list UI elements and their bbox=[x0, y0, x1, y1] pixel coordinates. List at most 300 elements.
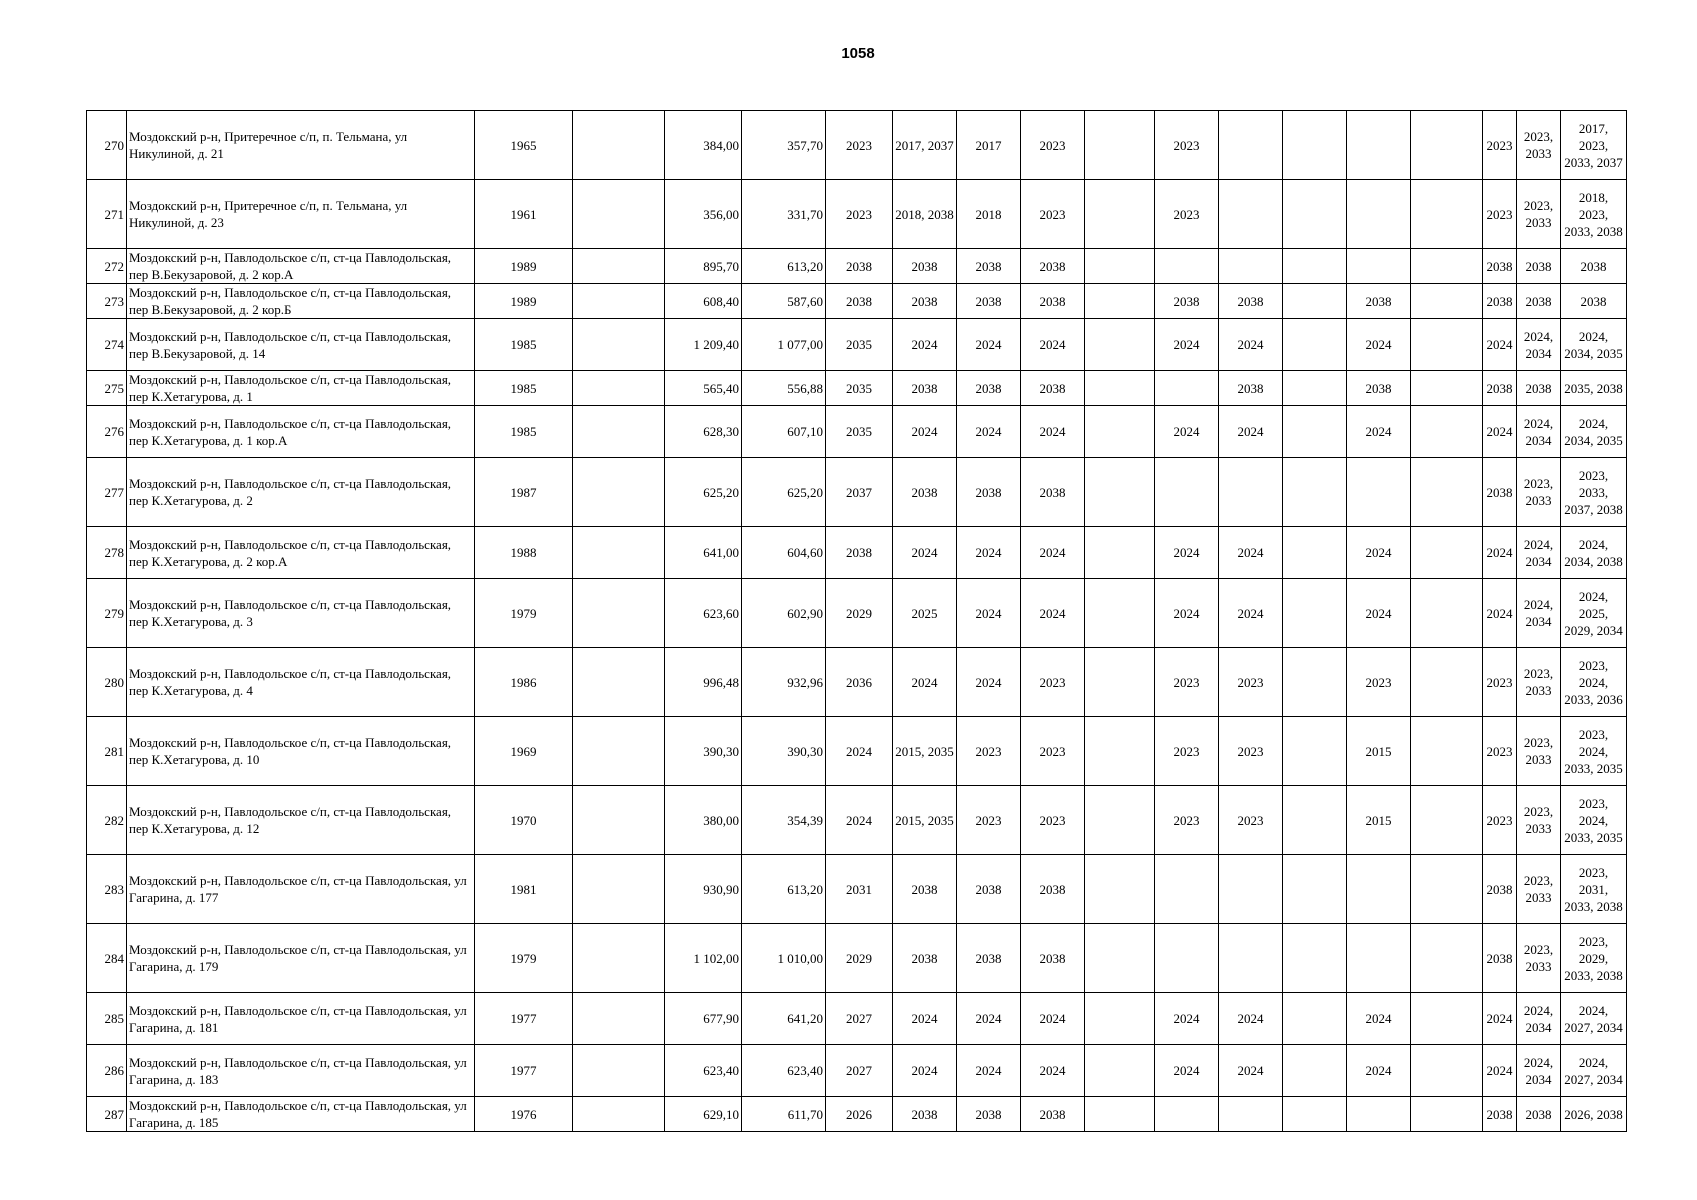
address-cell: Моздокский р-н, Павлодольское с/п, ст-ца Павлодольская, пер К.Хетагурова, д. 1 bbox=[127, 371, 475, 406]
empty-cell bbox=[573, 458, 665, 527]
table-row bbox=[87, 111, 1627, 180]
year-cell: 2025 bbox=[893, 579, 957, 648]
year-cell: 2038 bbox=[1021, 1097, 1085, 1132]
row-number: 286 bbox=[87, 1045, 127, 1097]
year-cell bbox=[1085, 579, 1155, 648]
year-cell: 2029 bbox=[826, 579, 893, 648]
empty-cell bbox=[573, 371, 665, 406]
year-cell: 2027 bbox=[826, 993, 893, 1045]
year-cell: 2038 bbox=[957, 1097, 1021, 1132]
empty-cell bbox=[573, 579, 665, 648]
year-cell: 2017, 2023, 2033, 2037 bbox=[1561, 111, 1627, 180]
year-cell: 2038 bbox=[957, 458, 1021, 527]
year-cell bbox=[1085, 993, 1155, 1045]
year-cell bbox=[1411, 717, 1483, 786]
year-cell bbox=[1411, 1097, 1483, 1132]
address-cell: Моздокский р-н, Павлодольское с/п, ст-ца Павлодольская, ул Гагарина, д. 185 bbox=[127, 1097, 475, 1132]
living-area-cell: 604,60 bbox=[742, 527, 826, 579]
year-cell: 2029 bbox=[826, 924, 893, 993]
address-cell: Моздокский р-н, Павлодольское с/п, ст-ца Павлодольская, пер К.Хетагурова, д. 2 bbox=[127, 458, 475, 527]
year-cell: 2038 bbox=[1347, 371, 1411, 406]
year-cell: 2024 bbox=[1483, 579, 1517, 648]
living-area-cell: 607,10 bbox=[742, 406, 826, 458]
year-cell bbox=[1347, 180, 1411, 249]
year-cell: 2024 bbox=[1021, 993, 1085, 1045]
table-row bbox=[87, 319, 1627, 371]
year-built-cell: 1977 bbox=[475, 993, 573, 1045]
year-cell: 2038 bbox=[1021, 249, 1085, 284]
year-cell: 2024 bbox=[893, 993, 957, 1045]
year-cell: 2035 bbox=[826, 371, 893, 406]
year-cell: 2038 bbox=[893, 855, 957, 924]
year-cell: 2038 bbox=[1483, 924, 1517, 993]
year-cell bbox=[1155, 458, 1219, 527]
year-built-cell: 1970 bbox=[475, 786, 573, 855]
row-number: 277 bbox=[87, 458, 127, 527]
year-cell: 2023 bbox=[1219, 786, 1283, 855]
year-cell bbox=[1085, 924, 1155, 993]
year-cell: 2023, 2033, 2037, 2038 bbox=[1561, 458, 1627, 527]
year-cell bbox=[1411, 993, 1483, 1045]
year-cell: 2023 bbox=[1483, 786, 1517, 855]
year-cell: 2015 bbox=[1347, 786, 1411, 855]
year-cell: 2023 bbox=[1483, 180, 1517, 249]
table-row bbox=[87, 993, 1627, 1045]
year-cell: 2024 bbox=[1155, 1045, 1219, 1097]
year-cell: 2035, 2038 bbox=[1561, 371, 1627, 406]
year-cell: 2038 bbox=[893, 284, 957, 319]
year-cell: 2024 bbox=[893, 1045, 957, 1097]
year-cell: 2038 bbox=[1021, 371, 1085, 406]
year-cell: 2024 bbox=[826, 786, 893, 855]
year-cell bbox=[1283, 648, 1347, 717]
year-cell: 2038 bbox=[1483, 1097, 1517, 1132]
year-cell bbox=[1411, 786, 1483, 855]
year-cell: 2024, 2034 bbox=[1517, 406, 1561, 458]
living-area-cell: 623,40 bbox=[742, 1045, 826, 1097]
year-cell bbox=[1347, 855, 1411, 924]
year-cell: 2018, 2038 bbox=[893, 180, 957, 249]
total-area-cell: 1 209,40 bbox=[665, 319, 742, 371]
year-cell bbox=[1085, 371, 1155, 406]
year-cell: 2038 bbox=[1021, 458, 1085, 527]
address-cell: Моздокский р-н, Павлодольское с/п, ст-ца Павлодольская, пер В.Бекузаровой, д. 14 bbox=[127, 319, 475, 371]
year-cell bbox=[1085, 1045, 1155, 1097]
year-cell: 2038 bbox=[1021, 284, 1085, 319]
year-cell: 2024 bbox=[1155, 579, 1219, 648]
address-cell: Моздокский р-н, Павлодольское с/п, ст-ца Павлодольская, пер В.Бекузаровой, д. 2 кор.Б bbox=[127, 284, 475, 319]
year-cell: 2023, 2033 bbox=[1517, 786, 1561, 855]
total-area-cell: 930,90 bbox=[665, 855, 742, 924]
year-cell: 2024 bbox=[1021, 1045, 1085, 1097]
year-cell: 2024 bbox=[1219, 527, 1283, 579]
page-number: 1058 bbox=[841, 45, 875, 62]
year-cell: 2038 bbox=[957, 249, 1021, 284]
year-cell: 2038 bbox=[1517, 371, 1561, 406]
year-built-cell: 1985 bbox=[475, 371, 573, 406]
address-cell: Моздокский р-н, Павлодольское с/п, ст-ца Павлодольская, ул Гагарина, д. 177 bbox=[127, 855, 475, 924]
year-cell bbox=[1283, 458, 1347, 527]
year-cell: 2038 bbox=[957, 371, 1021, 406]
year-built-cell: 1985 bbox=[475, 319, 573, 371]
row-number: 272 bbox=[87, 249, 127, 284]
year-cell bbox=[1411, 527, 1483, 579]
total-area-cell: 384,00 bbox=[665, 111, 742, 180]
year-built-cell: 1988 bbox=[475, 527, 573, 579]
year-cell: 2024, 2034 bbox=[1517, 1045, 1561, 1097]
year-cell: 2023, 2024, 2033, 2035 bbox=[1561, 717, 1627, 786]
year-cell bbox=[1085, 717, 1155, 786]
year-cell: 2024 bbox=[1483, 319, 1517, 371]
living-area-cell: 602,90 bbox=[742, 579, 826, 648]
year-built-cell: 1989 bbox=[475, 284, 573, 319]
table-row bbox=[87, 855, 1627, 924]
year-cell: 2035 bbox=[826, 319, 893, 371]
total-area-cell: 390,30 bbox=[665, 717, 742, 786]
table-row bbox=[87, 180, 1627, 249]
empty-cell bbox=[573, 111, 665, 180]
year-cell: 2023 bbox=[1021, 717, 1085, 786]
year-cell: 2024, 2034, 2035 bbox=[1561, 406, 1627, 458]
table-row bbox=[87, 924, 1627, 993]
year-cell: 2023 bbox=[1155, 648, 1219, 717]
living-area-cell: 1 077,00 bbox=[742, 319, 826, 371]
year-cell: 2015, 2035 bbox=[893, 786, 957, 855]
row-number: 270 bbox=[87, 111, 127, 180]
year-cell bbox=[1219, 1097, 1283, 1132]
year-cell: 2023, 2033 bbox=[1517, 458, 1561, 527]
address-cell: Моздокский р-н, Павлодольское с/п, ст-ца Павлодольская, пер К.Хетагурова, д. 12 bbox=[127, 786, 475, 855]
year-cell bbox=[1411, 1045, 1483, 1097]
empty-cell bbox=[573, 648, 665, 717]
table-row bbox=[87, 1097, 1627, 1132]
year-cell bbox=[1155, 249, 1219, 284]
year-cell: 2024 bbox=[893, 319, 957, 371]
table-row bbox=[87, 717, 1627, 786]
year-cell: 2024 bbox=[1347, 993, 1411, 1045]
year-cell: 2024 bbox=[1021, 406, 1085, 458]
table-row bbox=[87, 786, 1627, 855]
year-built-cell: 1981 bbox=[475, 855, 573, 924]
year-cell: 2024, 2034 bbox=[1517, 527, 1561, 579]
table-row bbox=[87, 284, 1627, 319]
year-cell: 2024 bbox=[1219, 579, 1283, 648]
year-cell: 2024 bbox=[1155, 319, 1219, 371]
row-number: 279 bbox=[87, 579, 127, 648]
total-area-cell: 625,20 bbox=[665, 458, 742, 527]
year-cell: 2023 bbox=[1483, 111, 1517, 180]
year-cell: 2024 bbox=[957, 648, 1021, 717]
living-area-cell: 357,70 bbox=[742, 111, 826, 180]
empty-cell bbox=[573, 1045, 665, 1097]
year-built-cell: 1969 bbox=[475, 717, 573, 786]
year-cell bbox=[1283, 1097, 1347, 1132]
year-cell: 2024 bbox=[1483, 527, 1517, 579]
empty-cell bbox=[573, 527, 665, 579]
year-built-cell: 1961 bbox=[475, 180, 573, 249]
year-built-cell: 1977 bbox=[475, 1045, 573, 1097]
year-cell: 2024 bbox=[1021, 579, 1085, 648]
year-cell bbox=[1219, 855, 1283, 924]
year-cell bbox=[1283, 579, 1347, 648]
row-number: 271 bbox=[87, 180, 127, 249]
table-row bbox=[87, 406, 1627, 458]
empty-cell bbox=[573, 180, 665, 249]
total-area-cell: 356,00 bbox=[665, 180, 742, 249]
year-cell: 2023 bbox=[1155, 180, 1219, 249]
year-cell: 2018 bbox=[957, 180, 1021, 249]
living-area-cell: 1 010,00 bbox=[742, 924, 826, 993]
table-row bbox=[87, 371, 1627, 406]
empty-cell bbox=[573, 855, 665, 924]
year-cell: 2038 bbox=[826, 249, 893, 284]
year-cell: 2024 bbox=[957, 527, 1021, 579]
year-cell: 2038 bbox=[1483, 284, 1517, 319]
living-area-cell: 354,39 bbox=[742, 786, 826, 855]
year-cell: 2024 bbox=[1347, 579, 1411, 648]
year-cell: 2024 bbox=[1155, 527, 1219, 579]
year-cell: 2038 bbox=[893, 458, 957, 527]
year-built-cell: 1987 bbox=[475, 458, 573, 527]
address-cell: Моздокский р-н, Павлодольское с/п, ст-ца Павлодольская, пер К.Хетагурова, д. 4 bbox=[127, 648, 475, 717]
address-cell: Моздокский р-н, Притеречное с/п, п. Тельмана, ул Никулиной, д. 23 bbox=[127, 180, 475, 249]
year-cell bbox=[1347, 458, 1411, 527]
year-cell bbox=[1411, 111, 1483, 180]
year-cell bbox=[1085, 249, 1155, 284]
year-cell bbox=[1411, 924, 1483, 993]
year-cell: 2023, 2024, 2033, 2035 bbox=[1561, 786, 1627, 855]
living-area-cell: 331,70 bbox=[742, 180, 826, 249]
year-cell: 2038 bbox=[1517, 249, 1561, 284]
year-cell bbox=[1283, 284, 1347, 319]
year-cell: 2038 bbox=[1483, 855, 1517, 924]
year-cell: 2023, 2033 bbox=[1517, 717, 1561, 786]
year-cell: 2024, 2025, 2029, 2034 bbox=[1561, 579, 1627, 648]
year-built-cell: 1965 bbox=[475, 111, 573, 180]
year-cell bbox=[1283, 993, 1347, 1045]
year-cell: 2015 bbox=[1347, 717, 1411, 786]
year-cell: 2024 bbox=[1219, 406, 1283, 458]
year-cell: 2024 bbox=[957, 1045, 1021, 1097]
year-cell: 2023, 2033 bbox=[1517, 924, 1561, 993]
year-cell: 2024, 2034 bbox=[1517, 579, 1561, 648]
year-cell bbox=[1283, 717, 1347, 786]
table-row bbox=[87, 249, 1627, 284]
year-cell: 2023, 2033 bbox=[1517, 648, 1561, 717]
year-cell: 2024 bbox=[1219, 1045, 1283, 1097]
year-cell: 2023, 2029, 2033, 2038 bbox=[1561, 924, 1627, 993]
table-row bbox=[87, 527, 1627, 579]
year-cell: 2017, 2037 bbox=[893, 111, 957, 180]
living-area-cell: 641,20 bbox=[742, 993, 826, 1045]
year-cell bbox=[1283, 1045, 1347, 1097]
total-area-cell: 623,60 bbox=[665, 579, 742, 648]
year-cell: 2038 bbox=[1483, 371, 1517, 406]
year-cell bbox=[1085, 1097, 1155, 1132]
year-cell: 2024 bbox=[893, 406, 957, 458]
row-number: 282 bbox=[87, 786, 127, 855]
year-cell: 2024, 2027, 2034 bbox=[1561, 1045, 1627, 1097]
year-cell: 2024, 2034, 2035 bbox=[1561, 319, 1627, 371]
year-cell: 2023 bbox=[1219, 648, 1283, 717]
address-cell: Моздокский р-н, Павлодольское с/п, ст-ца Павлодольская, пер К.Хетагурова, д. 1 кор.А bbox=[127, 406, 475, 458]
living-area-cell: 932,96 bbox=[742, 648, 826, 717]
year-cell: 2038 bbox=[1561, 249, 1627, 284]
year-cell: 2038 bbox=[1483, 249, 1517, 284]
year-cell: 2024 bbox=[1483, 1045, 1517, 1097]
year-cell: 2024, 2034 bbox=[1517, 319, 1561, 371]
total-area-cell: 623,40 bbox=[665, 1045, 742, 1097]
year-cell: 2024 bbox=[1483, 993, 1517, 1045]
year-cell bbox=[1411, 458, 1483, 527]
year-cell bbox=[1085, 284, 1155, 319]
year-built-cell: 1979 bbox=[475, 924, 573, 993]
year-cell bbox=[1283, 371, 1347, 406]
year-cell: 2024 bbox=[1219, 993, 1283, 1045]
year-cell: 2035 bbox=[826, 406, 893, 458]
year-cell: 2024 bbox=[957, 579, 1021, 648]
year-cell bbox=[1155, 924, 1219, 993]
year-cell bbox=[1155, 371, 1219, 406]
year-cell: 2024 bbox=[1021, 527, 1085, 579]
row-number: 283 bbox=[87, 855, 127, 924]
row-number: 281 bbox=[87, 717, 127, 786]
table-body bbox=[87, 111, 1627, 1132]
year-cell: 2024 bbox=[1347, 406, 1411, 458]
year-cell: 2024 bbox=[1483, 406, 1517, 458]
year-cell: 2023 bbox=[1483, 648, 1517, 717]
year-built-cell: 1989 bbox=[475, 249, 573, 284]
year-cell: 2015, 2035 bbox=[893, 717, 957, 786]
year-cell: 2024 bbox=[1219, 319, 1283, 371]
living-area-cell: 587,60 bbox=[742, 284, 826, 319]
year-cell: 2024 bbox=[1347, 527, 1411, 579]
year-cell: 2038 bbox=[957, 924, 1021, 993]
address-cell: Моздокский р-н, Притеречное с/п, п. Тельмана, ул Никулиной, д. 21 bbox=[127, 111, 475, 180]
empty-cell bbox=[573, 993, 665, 1045]
year-cell: 2023 bbox=[957, 717, 1021, 786]
year-cell bbox=[1411, 319, 1483, 371]
year-built-cell: 1985 bbox=[475, 406, 573, 458]
year-cell: 2023, 2033 bbox=[1517, 180, 1561, 249]
total-area-cell: 996,48 bbox=[665, 648, 742, 717]
year-cell: 2024 bbox=[957, 406, 1021, 458]
year-cell: 2038 bbox=[893, 1097, 957, 1132]
empty-cell bbox=[573, 786, 665, 855]
table-row bbox=[87, 579, 1627, 648]
row-number: 287 bbox=[87, 1097, 127, 1132]
year-cell: 2023 bbox=[1483, 717, 1517, 786]
year-cell: 2023, 2024, 2033, 2036 bbox=[1561, 648, 1627, 717]
year-cell: 2024, 2034, 2038 bbox=[1561, 527, 1627, 579]
living-area-cell: 625,20 bbox=[742, 458, 826, 527]
year-cell: 2023 bbox=[1021, 648, 1085, 717]
row-number: 285 bbox=[87, 993, 127, 1045]
year-cell: 2038 bbox=[1517, 1097, 1561, 1132]
year-cell: 2024, 2027, 2034 bbox=[1561, 993, 1627, 1045]
total-area-cell: 677,90 bbox=[665, 993, 742, 1045]
year-cell: 2024 bbox=[957, 993, 1021, 1045]
year-cell: 2024 bbox=[1347, 1045, 1411, 1097]
year-cell: 2017 bbox=[957, 111, 1021, 180]
total-area-cell: 565,40 bbox=[665, 371, 742, 406]
year-cell bbox=[1085, 786, 1155, 855]
year-cell bbox=[1283, 527, 1347, 579]
year-cell: 2038 bbox=[1347, 284, 1411, 319]
year-cell bbox=[1347, 249, 1411, 284]
year-cell: 2024 bbox=[826, 717, 893, 786]
year-cell: 2038 bbox=[893, 249, 957, 284]
row-number: 275 bbox=[87, 371, 127, 406]
year-cell bbox=[1411, 648, 1483, 717]
year-cell bbox=[1085, 111, 1155, 180]
year-cell: 2023 bbox=[826, 111, 893, 180]
year-built-cell: 1986 bbox=[475, 648, 573, 717]
year-cell: 2031 bbox=[826, 855, 893, 924]
year-cell: 2023, 2031, 2033, 2038 bbox=[1561, 855, 1627, 924]
year-cell bbox=[1219, 924, 1283, 993]
year-cell: 2023 bbox=[957, 786, 1021, 855]
year-cell bbox=[1219, 111, 1283, 180]
year-cell: 2023 bbox=[1347, 648, 1411, 717]
year-cell: 2038 bbox=[1517, 284, 1561, 319]
empty-cell bbox=[573, 249, 665, 284]
year-built-cell: 1979 bbox=[475, 579, 573, 648]
year-cell: 2024 bbox=[1021, 319, 1085, 371]
year-cell bbox=[1219, 249, 1283, 284]
year-cell: 2026, 2038 bbox=[1561, 1097, 1627, 1132]
year-cell: 2023 bbox=[1219, 717, 1283, 786]
year-cell: 2038 bbox=[826, 527, 893, 579]
row-number: 280 bbox=[87, 648, 127, 717]
row-number: 278 bbox=[87, 527, 127, 579]
year-cell bbox=[1411, 371, 1483, 406]
year-cell bbox=[1155, 1097, 1219, 1132]
year-cell bbox=[1347, 924, 1411, 993]
row-number: 284 bbox=[87, 924, 127, 993]
year-cell: 2038 bbox=[957, 284, 1021, 319]
empty-cell bbox=[573, 406, 665, 458]
year-cell bbox=[1411, 180, 1483, 249]
living-area-cell: 556,88 bbox=[742, 371, 826, 406]
year-cell: 2037 bbox=[826, 458, 893, 527]
year-built-cell: 1976 bbox=[475, 1097, 573, 1132]
empty-cell bbox=[573, 284, 665, 319]
year-cell bbox=[1085, 180, 1155, 249]
year-cell: 2023 bbox=[1155, 111, 1219, 180]
year-cell: 2023, 2033 bbox=[1517, 111, 1561, 180]
year-cell bbox=[1085, 458, 1155, 527]
table-row bbox=[87, 1045, 1627, 1097]
row-number: 276 bbox=[87, 406, 127, 458]
empty-cell bbox=[573, 319, 665, 371]
year-cell: 2038 bbox=[1219, 284, 1283, 319]
year-cell bbox=[1283, 319, 1347, 371]
year-cell bbox=[1283, 111, 1347, 180]
empty-cell bbox=[573, 1097, 665, 1132]
year-cell: 2024 bbox=[1347, 319, 1411, 371]
housing-table bbox=[86, 110, 1627, 1132]
year-cell bbox=[1085, 406, 1155, 458]
row-number: 274 bbox=[87, 319, 127, 371]
year-cell: 2024 bbox=[1155, 406, 1219, 458]
address-cell: Моздокский р-н, Павлодольское с/п, ст-ца Павлодольская, пер В.Бекузаровой, д. 2 кор.А bbox=[127, 249, 475, 284]
year-cell: 2038 bbox=[1021, 924, 1085, 993]
table-row bbox=[87, 458, 1627, 527]
year-cell bbox=[1085, 855, 1155, 924]
year-cell bbox=[1411, 249, 1483, 284]
empty-cell bbox=[573, 924, 665, 993]
